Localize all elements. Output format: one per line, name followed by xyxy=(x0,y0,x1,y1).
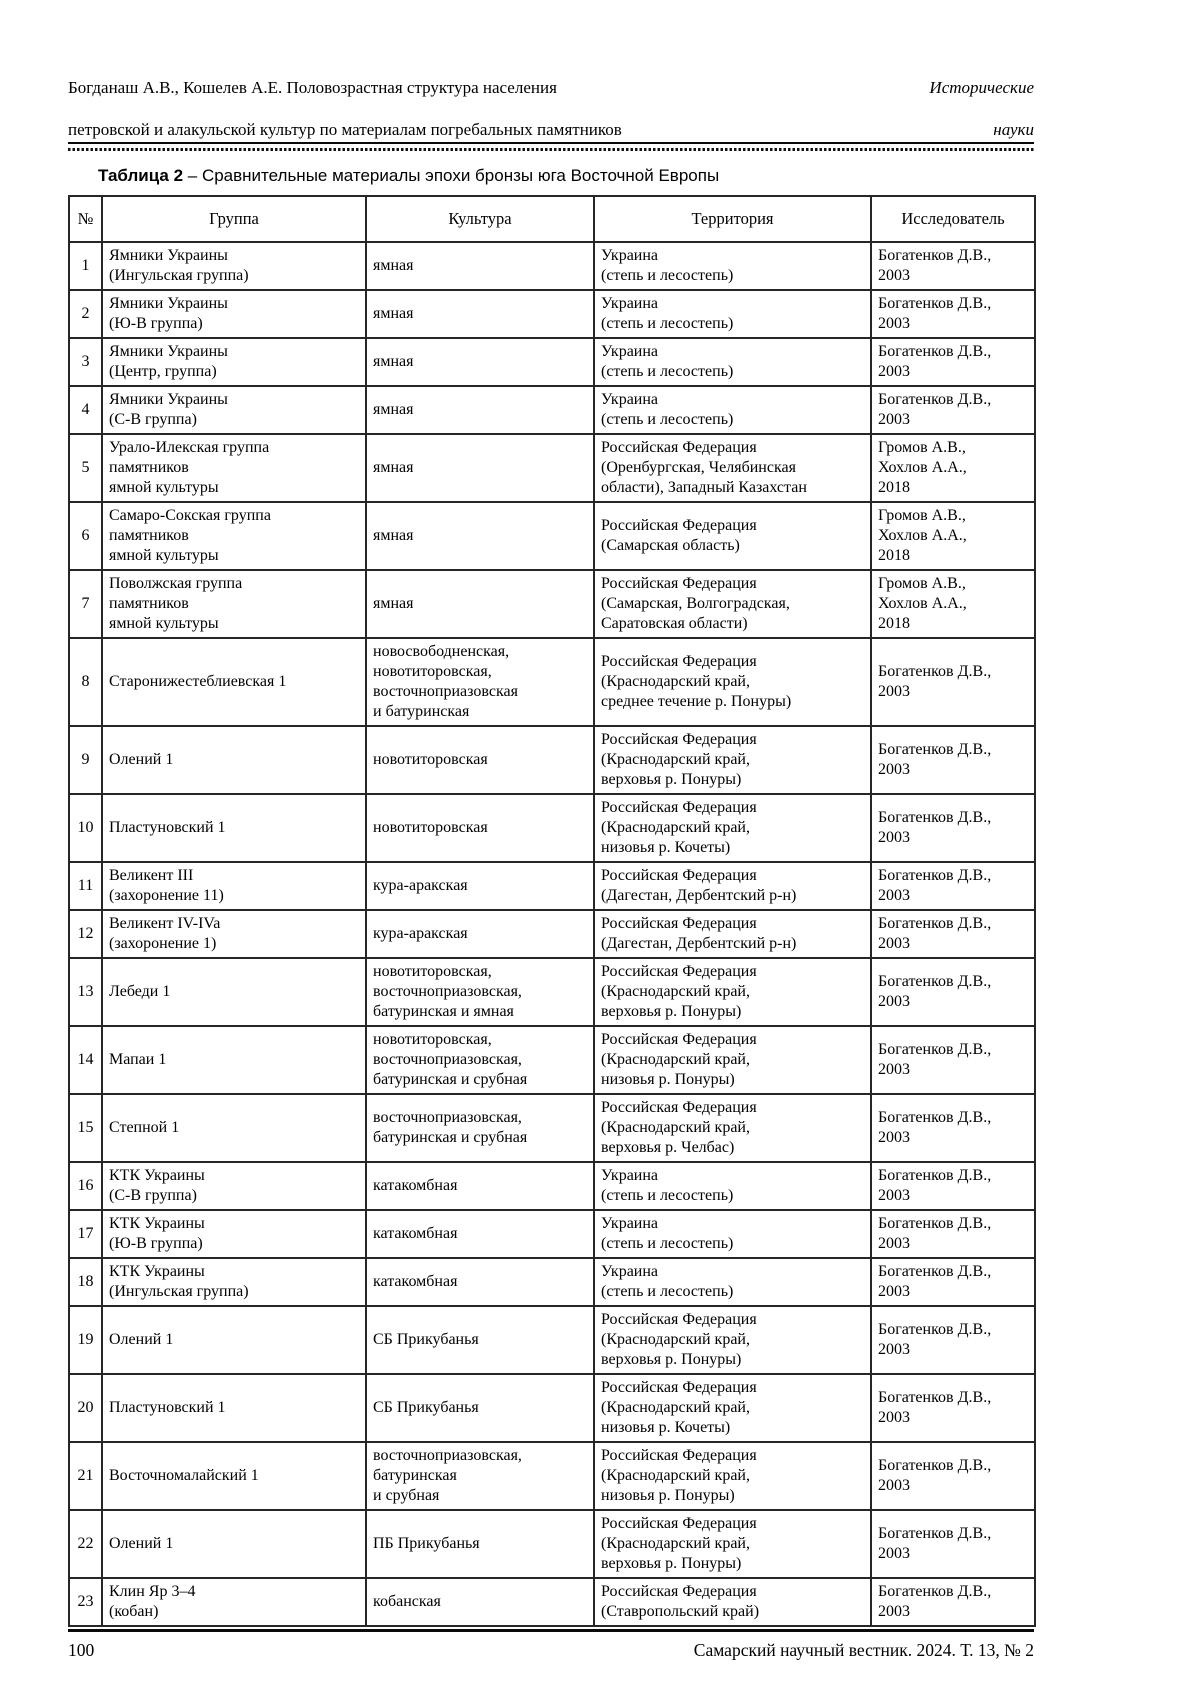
column-header-territory: Территория xyxy=(594,196,871,242)
culture-cell: СБ Прикубанья xyxy=(366,1306,594,1374)
journal-section-line2: науки xyxy=(993,120,1034,139)
group-cell: Лебеди 1 xyxy=(102,958,366,1026)
row-number-cell: 20 xyxy=(69,1374,102,1442)
table-row xyxy=(69,434,1035,502)
table-row xyxy=(69,726,1035,794)
row-number-cell: 1 xyxy=(69,242,102,290)
table-row xyxy=(69,794,1035,862)
group-cell: Восточномалайский 1 xyxy=(102,1442,366,1510)
table-row xyxy=(69,1026,1035,1094)
territory-cell: Российская Федерация (Краснодарский край, верховья р. Понуры) xyxy=(594,958,871,1026)
group-cell: КТК Украины (Ингульская группа) xyxy=(102,1258,366,1306)
culture-cell: катакомбная xyxy=(366,1162,594,1210)
column-header-number: № xyxy=(69,196,102,242)
row-number-cell: 7 xyxy=(69,570,102,638)
territory-cell: Российская Федерация (Краснодарский край, верховья р. Понуры) xyxy=(594,1510,871,1578)
article-title-line1: Богданаш А.В., Кошелев А.Е. Половозрастная структура населения xyxy=(68,78,557,97)
culture-cell: СБ Прикубанья xyxy=(366,1374,594,1442)
row-number-cell: 10 xyxy=(69,794,102,862)
researcher-cell: Богатенков Д.В., 2003 xyxy=(871,1162,1035,1210)
journal-section xyxy=(929,56,1034,140)
page-header xyxy=(68,56,1034,144)
group-cell: КТК Украины (С-В группа) xyxy=(102,1162,366,1210)
territory-cell: Российская Федерация (Дагестан, Дербентский р-н) xyxy=(594,862,871,910)
row-number-cell: 12 xyxy=(69,910,102,958)
row-number-cell: 18 xyxy=(69,1258,102,1306)
culture-cell: ямная xyxy=(366,290,594,338)
researcher-cell: Богатенков Д.В., 2003 xyxy=(871,1442,1035,1510)
row-number-cell: 5 xyxy=(69,434,102,502)
dotted-rule xyxy=(68,148,1034,151)
table-row xyxy=(69,910,1035,958)
researcher-cell: Богатенков Д.В., 2003 xyxy=(871,386,1035,434)
row-number-cell: 15 xyxy=(69,1094,102,1162)
table-row xyxy=(69,1306,1035,1374)
territory-cell: Украина (степь и лесостепь) xyxy=(594,242,871,290)
table-caption xyxy=(68,165,1034,186)
journal-section-line1: Исторические xyxy=(929,78,1034,97)
territory-cell: Российская Федерация (Оренбургская, Челябинская области), Западный Казахстан xyxy=(594,434,871,502)
researcher-cell: Громов А.В., Хохлов А.А., 2018 xyxy=(871,502,1035,570)
table-row xyxy=(69,570,1035,638)
territory-cell: Российская Федерация (Краснодарский край, низовья р. Понуры) xyxy=(594,1442,871,1510)
territory-cell: Российская Федерация (Ставропольский край) xyxy=(594,1578,871,1626)
group-cell: КТК Украины (Ю-В группа) xyxy=(102,1210,366,1258)
group-cell: Урало-Илекская группа памятников ямной культуры xyxy=(102,434,366,502)
researcher-cell: Громов А.В., Хохлов А.А., 2018 xyxy=(871,570,1035,638)
row-number-cell: 11 xyxy=(69,862,102,910)
researcher-cell: Громов А.В., Хохлов А.А., 2018 xyxy=(871,434,1035,502)
territory-cell: Российская Федерация (Краснодарский край, верховья р. Понуры) xyxy=(594,1306,871,1374)
culture-cell: восточноприазовская, батуринская и срубная xyxy=(366,1442,594,1510)
table-header-row xyxy=(69,196,1035,242)
row-number-cell: 3 xyxy=(69,338,102,386)
territory-cell: Российская Федерация (Краснодарский край, низовья р. Кочеты) xyxy=(594,794,871,862)
culture-cell: ямная xyxy=(366,242,594,290)
territory-cell: Российская Федерация (Дагестан, Дербентский р-н) xyxy=(594,910,871,958)
culture-cell: катакомбная xyxy=(366,1210,594,1258)
territory-cell: Российская Федерация (Краснодарский край, низовья р. Понуры) xyxy=(594,1026,871,1094)
culture-cell: восточноприазовская, батуринская и срубная xyxy=(366,1094,594,1162)
group-cell: Великент III (захоронение 11) xyxy=(102,862,366,910)
group-cell: Пластуновский 1 xyxy=(102,794,366,862)
culture-cell: катакомбная xyxy=(366,1258,594,1306)
row-number-cell: 6 xyxy=(69,502,102,570)
comparative-table xyxy=(68,195,1036,1627)
table-row xyxy=(69,386,1035,434)
culture-cell: ямная xyxy=(366,386,594,434)
group-cell: Ямники Украины (С-В группа) xyxy=(102,386,366,434)
column-header-culture: Культура xyxy=(366,196,594,242)
territory-cell: Украина (степь и лесостепь) xyxy=(594,1162,871,1210)
culture-cell: ямная xyxy=(366,502,594,570)
table-row xyxy=(69,1510,1035,1578)
journal-title: Самарский научный вестник. 2024. Т. 13, № 2 xyxy=(693,1639,1034,1660)
territory-cell: Украина (степь и лесостепь) xyxy=(594,1258,871,1306)
row-number-cell: 23 xyxy=(69,1578,102,1626)
researcher-cell: Богатенков Д.В., 2003 xyxy=(871,726,1035,794)
group-cell: Олений 1 xyxy=(102,726,366,794)
territory-cell: Российская Федерация (Краснодарский край, среднее течение р. Понуры) xyxy=(594,638,871,726)
row-number-cell: 4 xyxy=(69,386,102,434)
researcher-cell: Богатенков Д.В., 2003 xyxy=(871,1258,1035,1306)
group-cell: Мапаи 1 xyxy=(102,1026,366,1094)
article-title xyxy=(68,56,622,140)
culture-cell: кура-аракская xyxy=(366,910,594,958)
territory-cell: Российская Федерация (Краснодарский край, низовья р. Кочеты) xyxy=(594,1374,871,1442)
table-row xyxy=(69,1374,1035,1442)
table-row xyxy=(69,1578,1035,1626)
table-row xyxy=(69,862,1035,910)
row-number-cell: 17 xyxy=(69,1210,102,1258)
row-number-cell: 22 xyxy=(69,1510,102,1578)
row-number-cell: 21 xyxy=(69,1442,102,1510)
page-footer xyxy=(68,1639,1034,1661)
group-cell: Великент IV-IVa (захоронение 1) xyxy=(102,910,366,958)
culture-cell: ямная xyxy=(366,570,594,638)
table-row xyxy=(69,242,1035,290)
territory-cell: Украина (степь и лесостепь) xyxy=(594,290,871,338)
row-number-cell: 2 xyxy=(69,290,102,338)
group-cell: Поволжская группа памятников ямной культуры xyxy=(102,570,366,638)
territory-cell: Украина (степь и лесостепь) xyxy=(594,386,871,434)
group-cell: Самаро-Сокская группа памятников ямной культуры xyxy=(102,502,366,570)
group-cell: Ямники Украины (Центр, группа) xyxy=(102,338,366,386)
culture-cell: новотиторовская xyxy=(366,794,594,862)
territory-cell: Украина (степь и лесостепь) xyxy=(594,1210,871,1258)
column-header-group: Группа xyxy=(102,196,366,242)
researcher-cell: Богатенков Д.В., 2003 xyxy=(871,1306,1035,1374)
territory-cell: Российская Федерация (Самарская область) xyxy=(594,502,871,570)
culture-cell: кобанская xyxy=(366,1578,594,1626)
territory-cell: Украина (степь и лесостепь) xyxy=(594,338,871,386)
row-number-cell: 9 xyxy=(69,726,102,794)
researcher-cell: Богатенков Д.В., 2003 xyxy=(871,1374,1035,1442)
group-cell: Пластуновский 1 xyxy=(102,1374,366,1442)
territory-cell: Российская Федерация (Самарская, Волгоградская, Саратовская области) xyxy=(594,570,871,638)
researcher-cell: Богатенков Д.В., 2003 xyxy=(871,242,1035,290)
territory-cell: Российская Федерация (Краснодарский край, верховья р. Понуры) xyxy=(594,726,871,794)
researcher-cell: Богатенков Д.В., 2003 xyxy=(871,1094,1035,1162)
researcher-cell: Богатенков Д.В., 2003 xyxy=(871,1510,1035,1578)
researcher-cell: Богатенков Д.В., 2003 xyxy=(871,638,1035,726)
researcher-cell: Богатенков Д.В., 2003 xyxy=(871,1210,1035,1258)
page-number: 100 xyxy=(68,1639,95,1660)
table-row xyxy=(69,958,1035,1026)
row-number-cell: 8 xyxy=(69,638,102,726)
group-cell: Ямники Украины (Ю-В группа) xyxy=(102,290,366,338)
researcher-cell: Богатенков Д.В., 2003 xyxy=(871,1578,1035,1626)
researcher-cell: Богатенков Д.В., 2003 xyxy=(871,290,1035,338)
culture-cell: новотиторовская, восточноприазовская, батуринская и срубная xyxy=(366,1026,594,1094)
group-cell: Степной 1 xyxy=(102,1094,366,1162)
researcher-cell: Богатенков Д.В., 2003 xyxy=(871,862,1035,910)
table-caption-label: Таблица 2 xyxy=(98,166,184,185)
table-row xyxy=(69,1094,1035,1162)
culture-cell: новосвободненская, новотиторовская, восточноприазовская и батуринская xyxy=(366,638,594,726)
group-cell: Старонижестеблиевская 1 xyxy=(102,638,366,726)
row-number-cell: 16 xyxy=(69,1162,102,1210)
culture-cell: новотиторовская, восточноприазовская, батуринская и ямная xyxy=(366,958,594,1026)
row-number-cell: 13 xyxy=(69,958,102,1026)
row-number-cell: 14 xyxy=(69,1026,102,1094)
culture-cell: новотиторовская xyxy=(366,726,594,794)
table-row xyxy=(69,502,1035,570)
culture-cell: ПБ Прикубанья xyxy=(366,1510,594,1578)
group-cell: Олений 1 xyxy=(102,1306,366,1374)
table-caption-text: – Сравнительные материалы эпохи бронзы юга Восточной Европы xyxy=(183,166,720,185)
culture-cell: ямная xyxy=(366,434,594,502)
researcher-cell: Богатенков Д.В., 2003 xyxy=(871,338,1035,386)
row-number-cell: 19 xyxy=(69,1306,102,1374)
table-row xyxy=(69,1210,1035,1258)
table-row xyxy=(69,338,1035,386)
researcher-cell: Богатенков Д.В., 2003 xyxy=(871,1026,1035,1094)
table-row xyxy=(69,638,1035,726)
culture-cell: кура-аракская xyxy=(366,862,594,910)
group-cell: Олений 1 xyxy=(102,1510,366,1578)
researcher-cell: Богатенков Д.В., 2003 xyxy=(871,910,1035,958)
table-row xyxy=(69,1162,1035,1210)
footer-rule xyxy=(68,1629,1034,1632)
page xyxy=(68,0,1034,1661)
group-cell: Ямники Украины (Ингульская группа) xyxy=(102,242,366,290)
territory-cell: Российская Федерация (Краснодарский край, верховья р. Челбас) xyxy=(594,1094,871,1162)
culture-cell: ямная xyxy=(366,338,594,386)
table-row xyxy=(69,290,1035,338)
column-header-researcher: Исследователь xyxy=(871,196,1035,242)
table-row xyxy=(69,1258,1035,1306)
table-body xyxy=(69,242,1035,1626)
article-title-line2: петровской и алакульской культур по материалам погребальных памятников xyxy=(68,120,622,139)
group-cell: Клин Яр 3–4 (кобан) xyxy=(102,1578,366,1626)
table-row xyxy=(69,1442,1035,1510)
researcher-cell: Богатенков Д.В., 2003 xyxy=(871,958,1035,1026)
researcher-cell: Богатенков Д.В., 2003 xyxy=(871,794,1035,862)
